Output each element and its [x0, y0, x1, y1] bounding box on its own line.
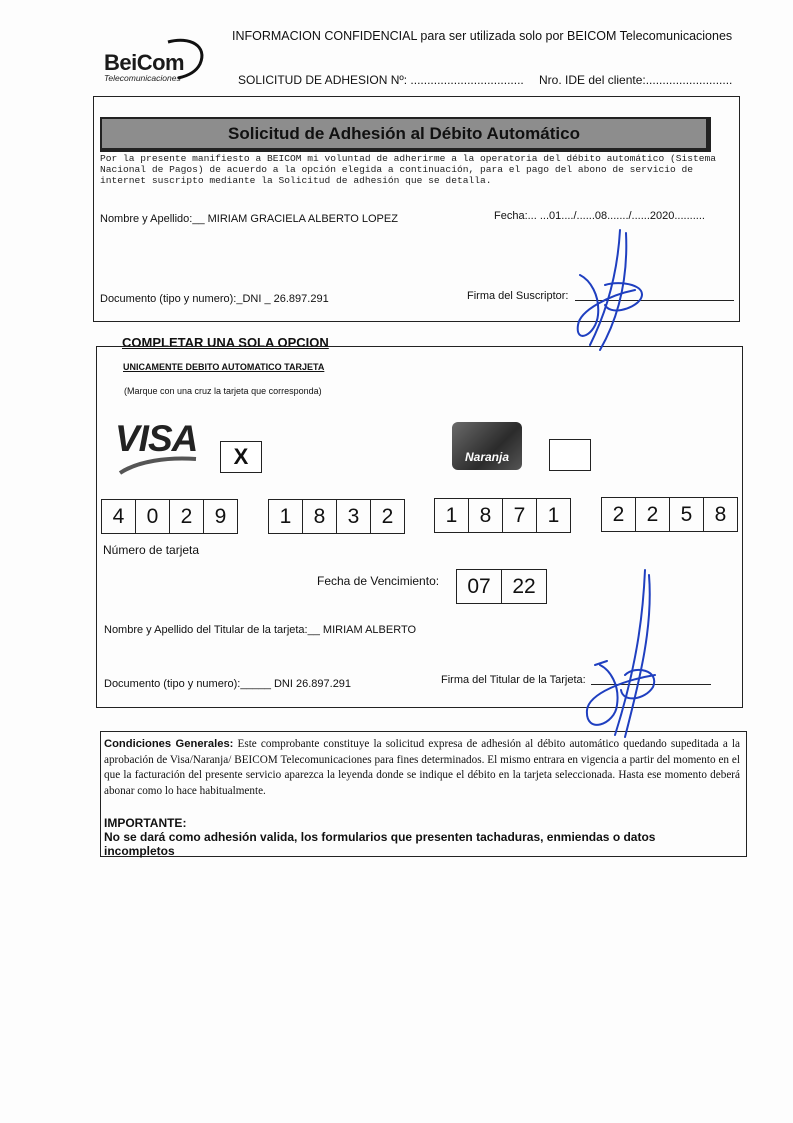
confidential-notice: INFORMACION CONFIDENCIAL para ser utilizada solo por BEICOM Telecomunicaciones [232, 29, 733, 43]
subscriber-signature-label: Firma del Suscriptor: [467, 290, 569, 302]
document-label: Documento (tipo y numero): [100, 293, 237, 305]
card-group-3 [434, 498, 571, 533]
date-field: Fecha:... ...01..../......08......./......2020.......... [494, 210, 705, 222]
holder-document-field [104, 678, 351, 690]
conditions-text [104, 737, 740, 799]
card-digit: 2 [602, 498, 636, 531]
naranja-logo-label: Naranja [464, 450, 510, 464]
logo-swoosh-icon [160, 36, 210, 81]
expiry-box [456, 569, 547, 604]
logo: BeiCom [104, 50, 185, 75]
visa-swoosh-icon [118, 455, 198, 475]
document-field [100, 293, 329, 305]
card-digit: 0 [136, 500, 170, 533]
card-group-2 [268, 499, 405, 534]
card-digit: 5 [670, 498, 704, 531]
card-digit: 7 [503, 499, 537, 532]
subscriber-signature-line [575, 300, 734, 301]
card-digit: 8 [303, 500, 337, 533]
holder-document-label: Documento (tipo y numero): [104, 678, 241, 690]
holder-signature-label: Firma del Titular de la Tarjeta: [441, 674, 586, 686]
card-digit: 9 [214, 505, 227, 528]
card-digit: 4 [102, 500, 136, 533]
visa-checkbox[interactable]: X [220, 441, 262, 473]
document-value: _DNI _ 26.897.291 [236, 293, 329, 305]
expiry-year: 22 [512, 575, 536, 598]
card-subheading: UNICAMENTE DEBITO AUTOMATICO TARJETA [123, 362, 325, 372]
card-digit: 1 [435, 499, 469, 532]
card-digit: 1 [269, 500, 303, 533]
card-digit: 8 [714, 503, 727, 526]
conditions-body: Este comprobante constituye la solicitud expresa de adhesión al débito automático quedando supeditada a la aprobación de Visa/Naranja/ BEICOM Telecomunicaciones para fines determinados. El mismo entrara en vigencia a partir del momento en el que la facturación del presente servicio aparezca la leyenda donde se indique el débito en la tarjeta seleccionada. Hasta ese momento deberá abonar como lo hace habitualmente. [104, 738, 740, 797]
card-digit: 8 [469, 499, 503, 532]
section-heading: COMPLETAR UNA SOLA OPCION [122, 335, 329, 350]
important-heading: IMPORTANTE: [104, 816, 187, 830]
holder-signature-line [591, 684, 711, 685]
holder-value: __ MIRIAM ALBERTO [307, 624, 417, 636]
name-label: Nombre y Apellido: [100, 213, 193, 225]
card-digit: 1 [547, 504, 560, 527]
name-value: __ MIRIAM GRACIELA ALBERTO LOPEZ [192, 213, 398, 225]
card-digit: 2 [170, 500, 204, 533]
logo-subtitle: Telecomunicaciones [104, 73, 181, 83]
card-digit: 3 [337, 500, 371, 533]
form-title: Solicitud de Adhesión al Débito Automático [100, 117, 711, 152]
important-text: No se dará como adhesión valida, los formularios que presenten tachaduras, enmiendas o datos incompletos [104, 830, 656, 858]
card-note: (Marque con una cruz la tarjeta que corresponda) [124, 386, 322, 396]
expiry-month: 07 [457, 570, 502, 603]
expiry-label: Fecha de Vencimiento: [317, 574, 440, 588]
conditions-label: Condiciones Generales: [104, 738, 234, 750]
card-number-label: Número de tarjeta [103, 543, 200, 557]
visa-logo: VISA [115, 418, 198, 459]
naranja-logo [452, 422, 522, 470]
client-id: Nro. IDE del cliente:.......................... [539, 73, 733, 87]
intro-text: Por la presente manifiesto a BEICOM mi voluntad de adherirme a la operatoria del débito automático (Sistema Nacional de Pagos) de acuerdo a la opción elegida a continuación, para el pago del abono de servicio de internet suscripto mediante la Solicitud de adhesión que se detalla. [100, 153, 717, 186]
name-field [100, 213, 398, 225]
naranja-checkbox[interactable] [549, 439, 591, 471]
card-digit: 2 [636, 498, 670, 531]
card-group-4 [601, 497, 738, 532]
card-group-1 [101, 499, 238, 534]
holder-field [104, 624, 416, 636]
card-digit: 2 [381, 505, 394, 528]
holder-label: Nombre y Apellido del Titular de la tarjeta: [104, 624, 308, 636]
solicitud-number: SOLICITUD DE ADHESION Nº: .................................. [238, 73, 524, 87]
holder-document-value: _____ DNI 26.897.291 [240, 678, 352, 690]
